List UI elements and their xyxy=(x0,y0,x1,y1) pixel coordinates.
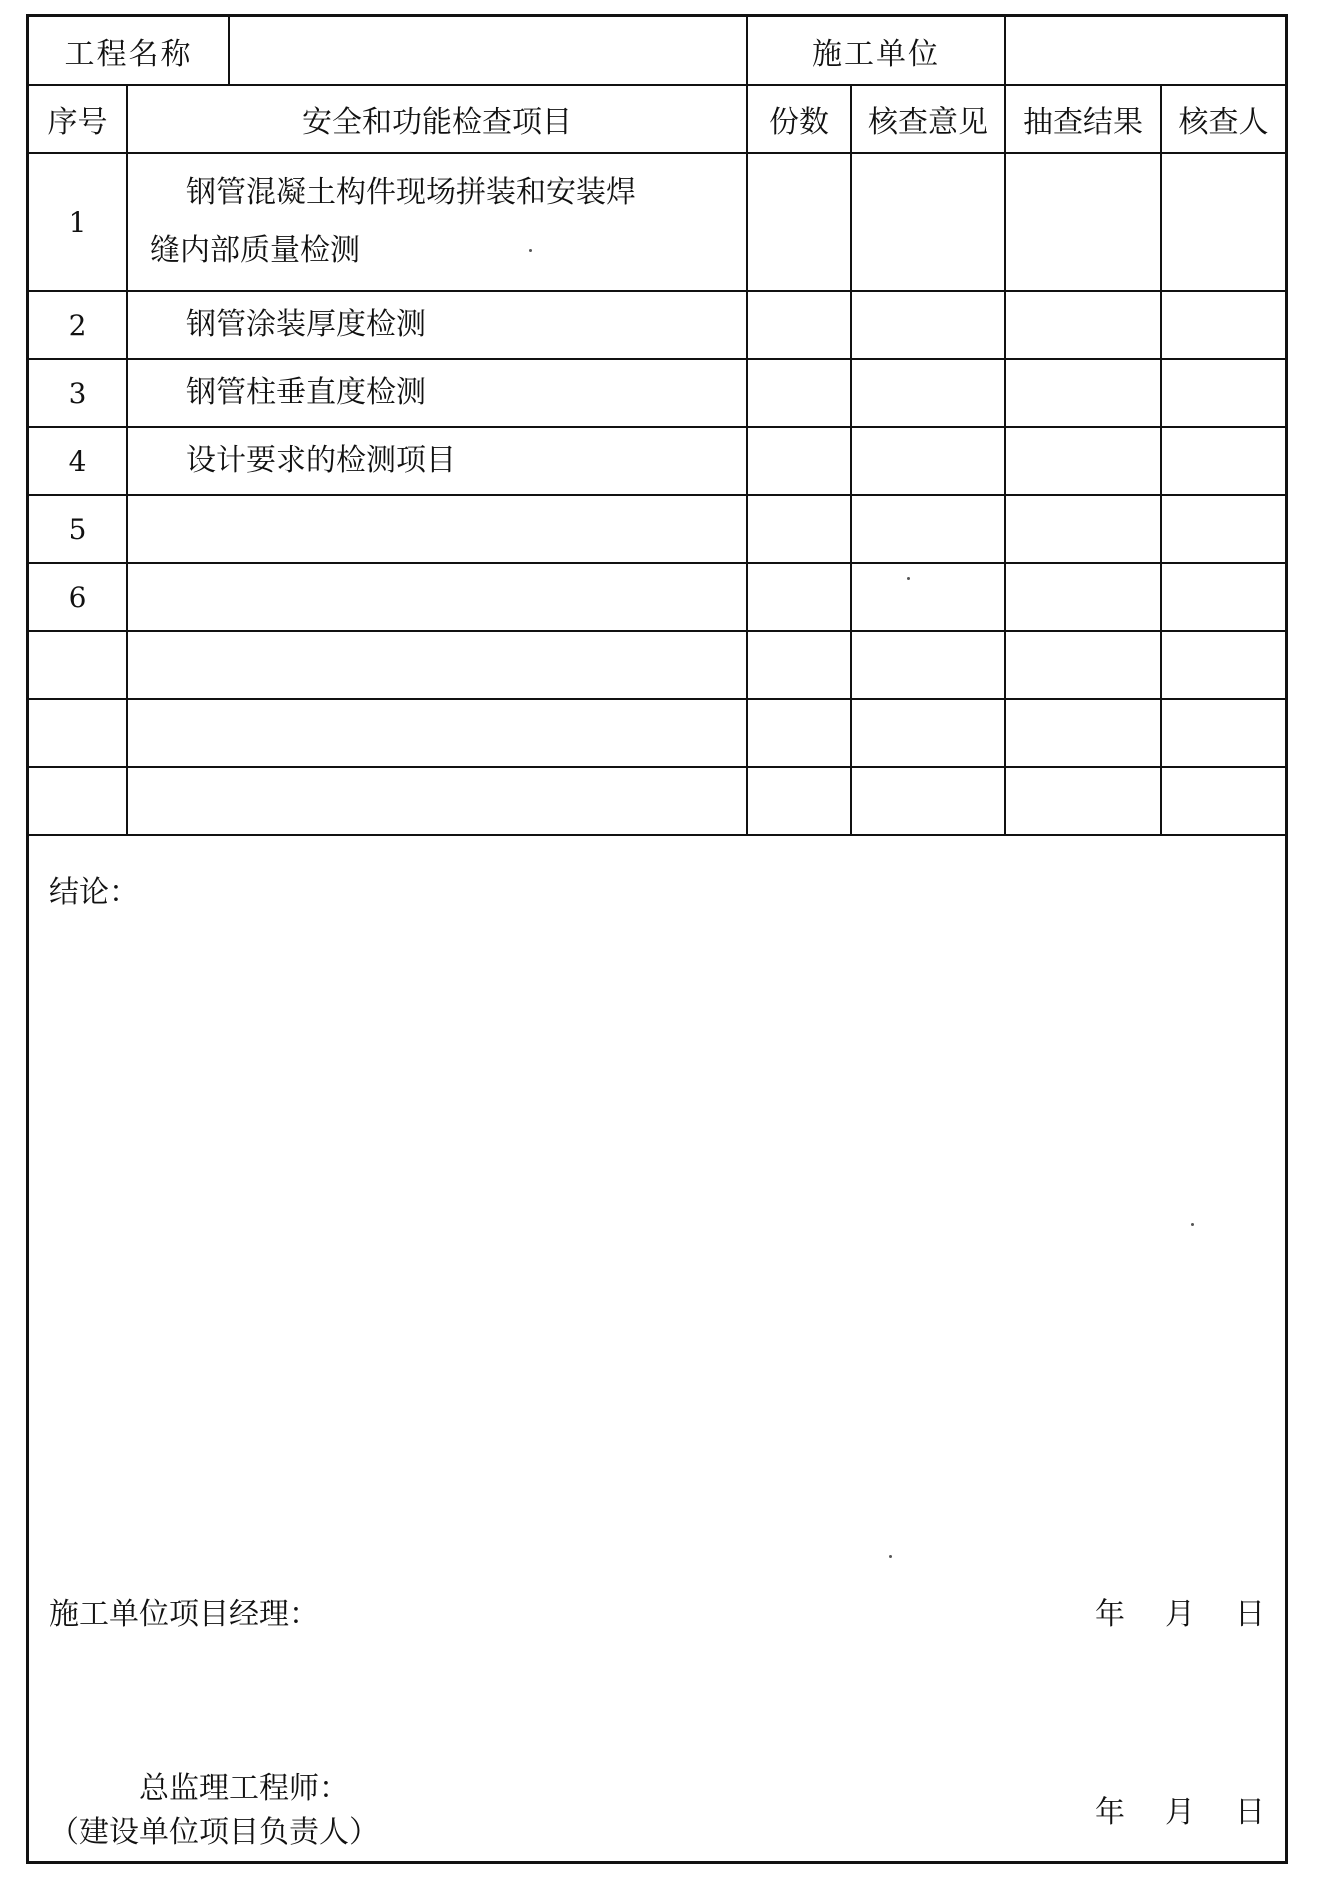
row-result-cell[interactable] xyxy=(1005,427,1161,495)
row-reviewer-cell[interactable] xyxy=(1161,495,1285,563)
row-copies-cell[interactable] xyxy=(747,495,851,563)
date-month-label: 月 xyxy=(1165,1795,1195,1830)
row-number: 2 xyxy=(29,291,127,359)
row-item[interactable] xyxy=(127,767,747,835)
row-number: 4 xyxy=(29,427,127,495)
header-row xyxy=(29,17,1285,85)
row-copies-cell[interactable] xyxy=(747,767,851,835)
row-number: 5 xyxy=(29,495,127,563)
date-year-label: 年 xyxy=(1095,1597,1125,1632)
table-row xyxy=(29,563,1285,631)
contractor-pm-signature xyxy=(49,1593,1265,1643)
conclusion-label: 结论： xyxy=(49,875,139,910)
table-row xyxy=(29,767,1285,835)
row-result-cell[interactable] xyxy=(1005,291,1161,359)
row-number xyxy=(29,767,127,835)
contractor-field[interactable] xyxy=(1005,17,1285,85)
date-year-label: 年 xyxy=(1095,1795,1125,1830)
scan-speck xyxy=(889,1555,892,1558)
row-item[interactable] xyxy=(127,563,747,631)
row-opinion-cell[interactable] xyxy=(851,631,1005,699)
date-month-label: 月 xyxy=(1165,1597,1195,1632)
row-opinion-cell[interactable] xyxy=(851,699,1005,767)
table-row xyxy=(29,427,1285,495)
row-item xyxy=(127,153,747,291)
row-result-cell[interactable] xyxy=(1005,563,1161,631)
scan-speck xyxy=(529,249,532,252)
row-opinion-cell[interactable] xyxy=(851,359,1005,427)
row-item: 设计要求的检测项目 xyxy=(127,427,747,495)
scan-speck xyxy=(1191,1223,1194,1226)
date-group xyxy=(1095,1791,1265,1835)
row-number xyxy=(29,631,127,699)
table-row xyxy=(29,631,1285,699)
row-copies-cell[interactable] xyxy=(747,631,851,699)
col-header-reviewer: 核查人 xyxy=(1161,85,1285,153)
project-name-field[interactable] xyxy=(229,17,747,85)
row-copies-cell[interactable] xyxy=(747,699,851,767)
col-header-item: 安全和功能检查项目 xyxy=(127,85,747,153)
row-item[interactable] xyxy=(127,699,747,767)
row-copies-cell[interactable] xyxy=(747,359,851,427)
col-header-review-opinion: 核查意见 xyxy=(851,85,1005,153)
row-number: 3 xyxy=(29,359,127,427)
col-header-copies: 份数 xyxy=(747,85,851,153)
row-copies-cell[interactable] xyxy=(747,563,851,631)
row-copies-cell[interactable] xyxy=(747,427,851,495)
row-reviewer-cell[interactable] xyxy=(1161,699,1285,767)
row-copies-cell[interactable] xyxy=(747,153,851,291)
row-opinion-cell[interactable] xyxy=(851,153,1005,291)
row-result-cell[interactable] xyxy=(1005,767,1161,835)
project-name-label: 工程名称 xyxy=(29,17,229,85)
row-number xyxy=(29,699,127,767)
row-number: 1 xyxy=(29,153,127,291)
check-table xyxy=(29,17,1285,836)
row-result-cell[interactable] xyxy=(1005,495,1161,563)
row-item-line: 缝内部质量检测 xyxy=(150,233,360,268)
date-group xyxy=(1095,1593,1265,1637)
inspection-form xyxy=(26,14,1288,1864)
column-header-row xyxy=(29,85,1285,153)
row-result-cell[interactable] xyxy=(1005,699,1161,767)
row-opinion-cell[interactable] xyxy=(851,291,1005,359)
row-reviewer-cell[interactable] xyxy=(1161,631,1285,699)
scan-speck xyxy=(907,577,910,580)
chief-supervisor-label-block xyxy=(49,1767,379,1855)
row-copies-cell[interactable] xyxy=(747,291,851,359)
row-opinion-cell[interactable] xyxy=(851,767,1005,835)
table-row xyxy=(29,153,1285,291)
contractor-label: 施工单位 xyxy=(747,17,1005,85)
row-number: 6 xyxy=(29,563,127,631)
contractor-pm-label: 施工单位项目经理： xyxy=(49,1597,319,1632)
row-item: 钢管涂装厚度检测 xyxy=(127,291,747,359)
row-result-cell[interactable] xyxy=(1005,631,1161,699)
owner-project-lead-label: （建设单位项目负责人） xyxy=(49,1815,379,1850)
table-row xyxy=(29,291,1285,359)
table-row xyxy=(29,359,1285,427)
table-row xyxy=(29,495,1285,563)
col-header-no: 序号 xyxy=(29,85,127,153)
date-day-label: 日 xyxy=(1235,1597,1265,1632)
row-result-cell[interactable] xyxy=(1005,359,1161,427)
row-item[interactable] xyxy=(127,631,747,699)
row-result-cell[interactable] xyxy=(1005,153,1161,291)
date-day-label: 日 xyxy=(1235,1795,1265,1830)
row-reviewer-cell[interactable] xyxy=(1161,427,1285,495)
row-opinion-cell[interactable] xyxy=(851,427,1005,495)
col-header-spot-check-result: 抽查结果 xyxy=(1005,85,1161,153)
row-item: 钢管柱垂直度检测 xyxy=(127,359,747,427)
row-item-line: 钢管混凝土构件现场拼装和安装焊 xyxy=(186,175,636,210)
row-reviewer-cell[interactable] xyxy=(1161,359,1285,427)
row-reviewer-cell[interactable] xyxy=(1161,291,1285,359)
row-opinion-cell[interactable] xyxy=(851,563,1005,631)
row-reviewer-cell[interactable] xyxy=(1161,153,1285,291)
row-item[interactable] xyxy=(127,495,747,563)
chief-supervisor-signature xyxy=(49,1767,1265,1867)
row-reviewer-cell[interactable] xyxy=(1161,767,1285,835)
table-row xyxy=(29,699,1285,767)
chief-supervisor-label: 总监理工程师： xyxy=(139,1771,349,1806)
row-reviewer-cell[interactable] xyxy=(1161,563,1285,631)
row-opinion-cell[interactable] xyxy=(851,495,1005,563)
